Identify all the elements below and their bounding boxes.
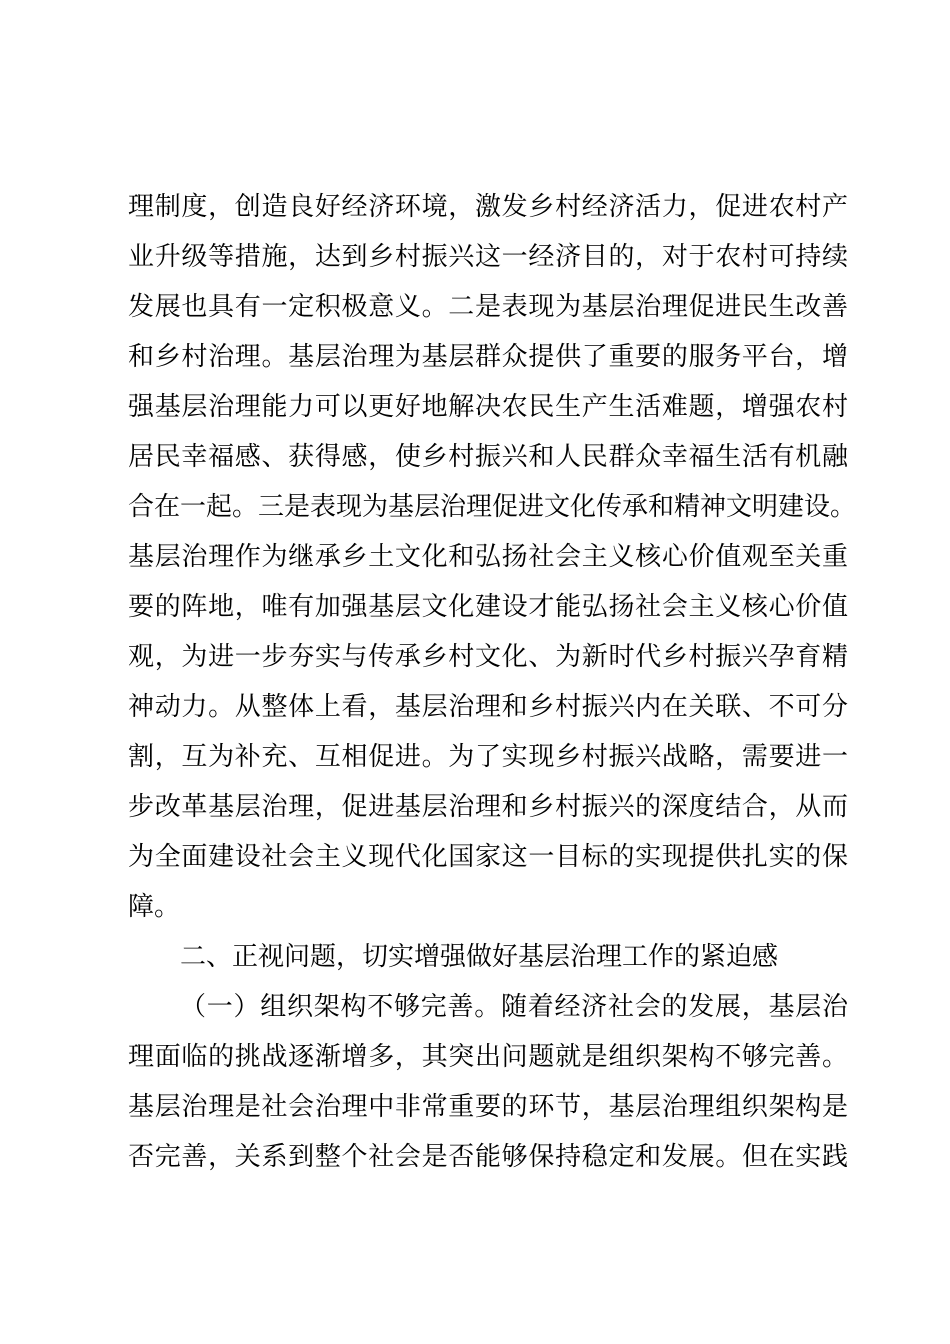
body-line: 强基层治理能力可以更好地解决农民生产生活难题，增强农村 (128, 392, 848, 422)
body-line: 居民幸福感、获得感，使乡村振兴和人民群众幸福生活有机融 (128, 442, 848, 472)
body-line: 和乡村治理。基层治理为基层群众提供了重要的服务平台，增 (128, 342, 848, 372)
body-line: 割，互为补充、互相促进。为了实现乡村振兴战略，需要进一 (128, 742, 848, 772)
body-line: 观，为进一步夯实与传承乡村文化、为新时代乡村振兴孕育精 (128, 642, 848, 672)
body-line: （一）组织架构不够完善。随着经济社会的发展，基层治 (180, 992, 848, 1022)
section-heading: 二、正视问题，切实增强做好基层治理工作的紧迫感 (180, 942, 779, 972)
document-body (128, 182, 857, 1182)
body-line: 否完善，关系到整个社会是否能够保持稳定和发展。但在实践 (128, 1142, 848, 1172)
body-line: 理面临的挑战逐渐增多，其突出问题就是组织架构不够完善。 (128, 1042, 848, 1072)
body-line: 为全面建设社会主义现代化国家这一目标的实现提供扎实的保 (128, 842, 848, 872)
body-line: 障。 (128, 892, 181, 922)
body-line: 神动力。从整体上看，基层治理和乡村振兴内在关联、不可分 (128, 692, 848, 722)
body-line: 发展也具有一定积极意义。二是表现为基层治理促进民生改善 (128, 292, 848, 322)
body-line: 基层治理是社会治理中非常重要的环节，基层治理组织架构是 (128, 1092, 848, 1122)
body-line: 基层治理作为继承乡土文化和弘扬社会主义核心价值观至关重 (128, 542, 848, 572)
body-line: 业升级等措施，达到乡村振兴这一经济目的，对于农村可持续 (128, 242, 848, 272)
body-line: 合在一起。三是表现为基层治理促进文化传承和精神文明建设。 (128, 492, 857, 522)
body-line: 要的阵地，唯有加强基层文化建设才能弘扬社会主义核心价值 (128, 592, 848, 622)
body-line: 步改革基层治理，促进基层治理和乡村振兴的深度结合，从而 (128, 792, 848, 822)
body-line: 理制度，创造良好经济环境，激发乡村经济活力，促进农村产 (128, 192, 848, 222)
